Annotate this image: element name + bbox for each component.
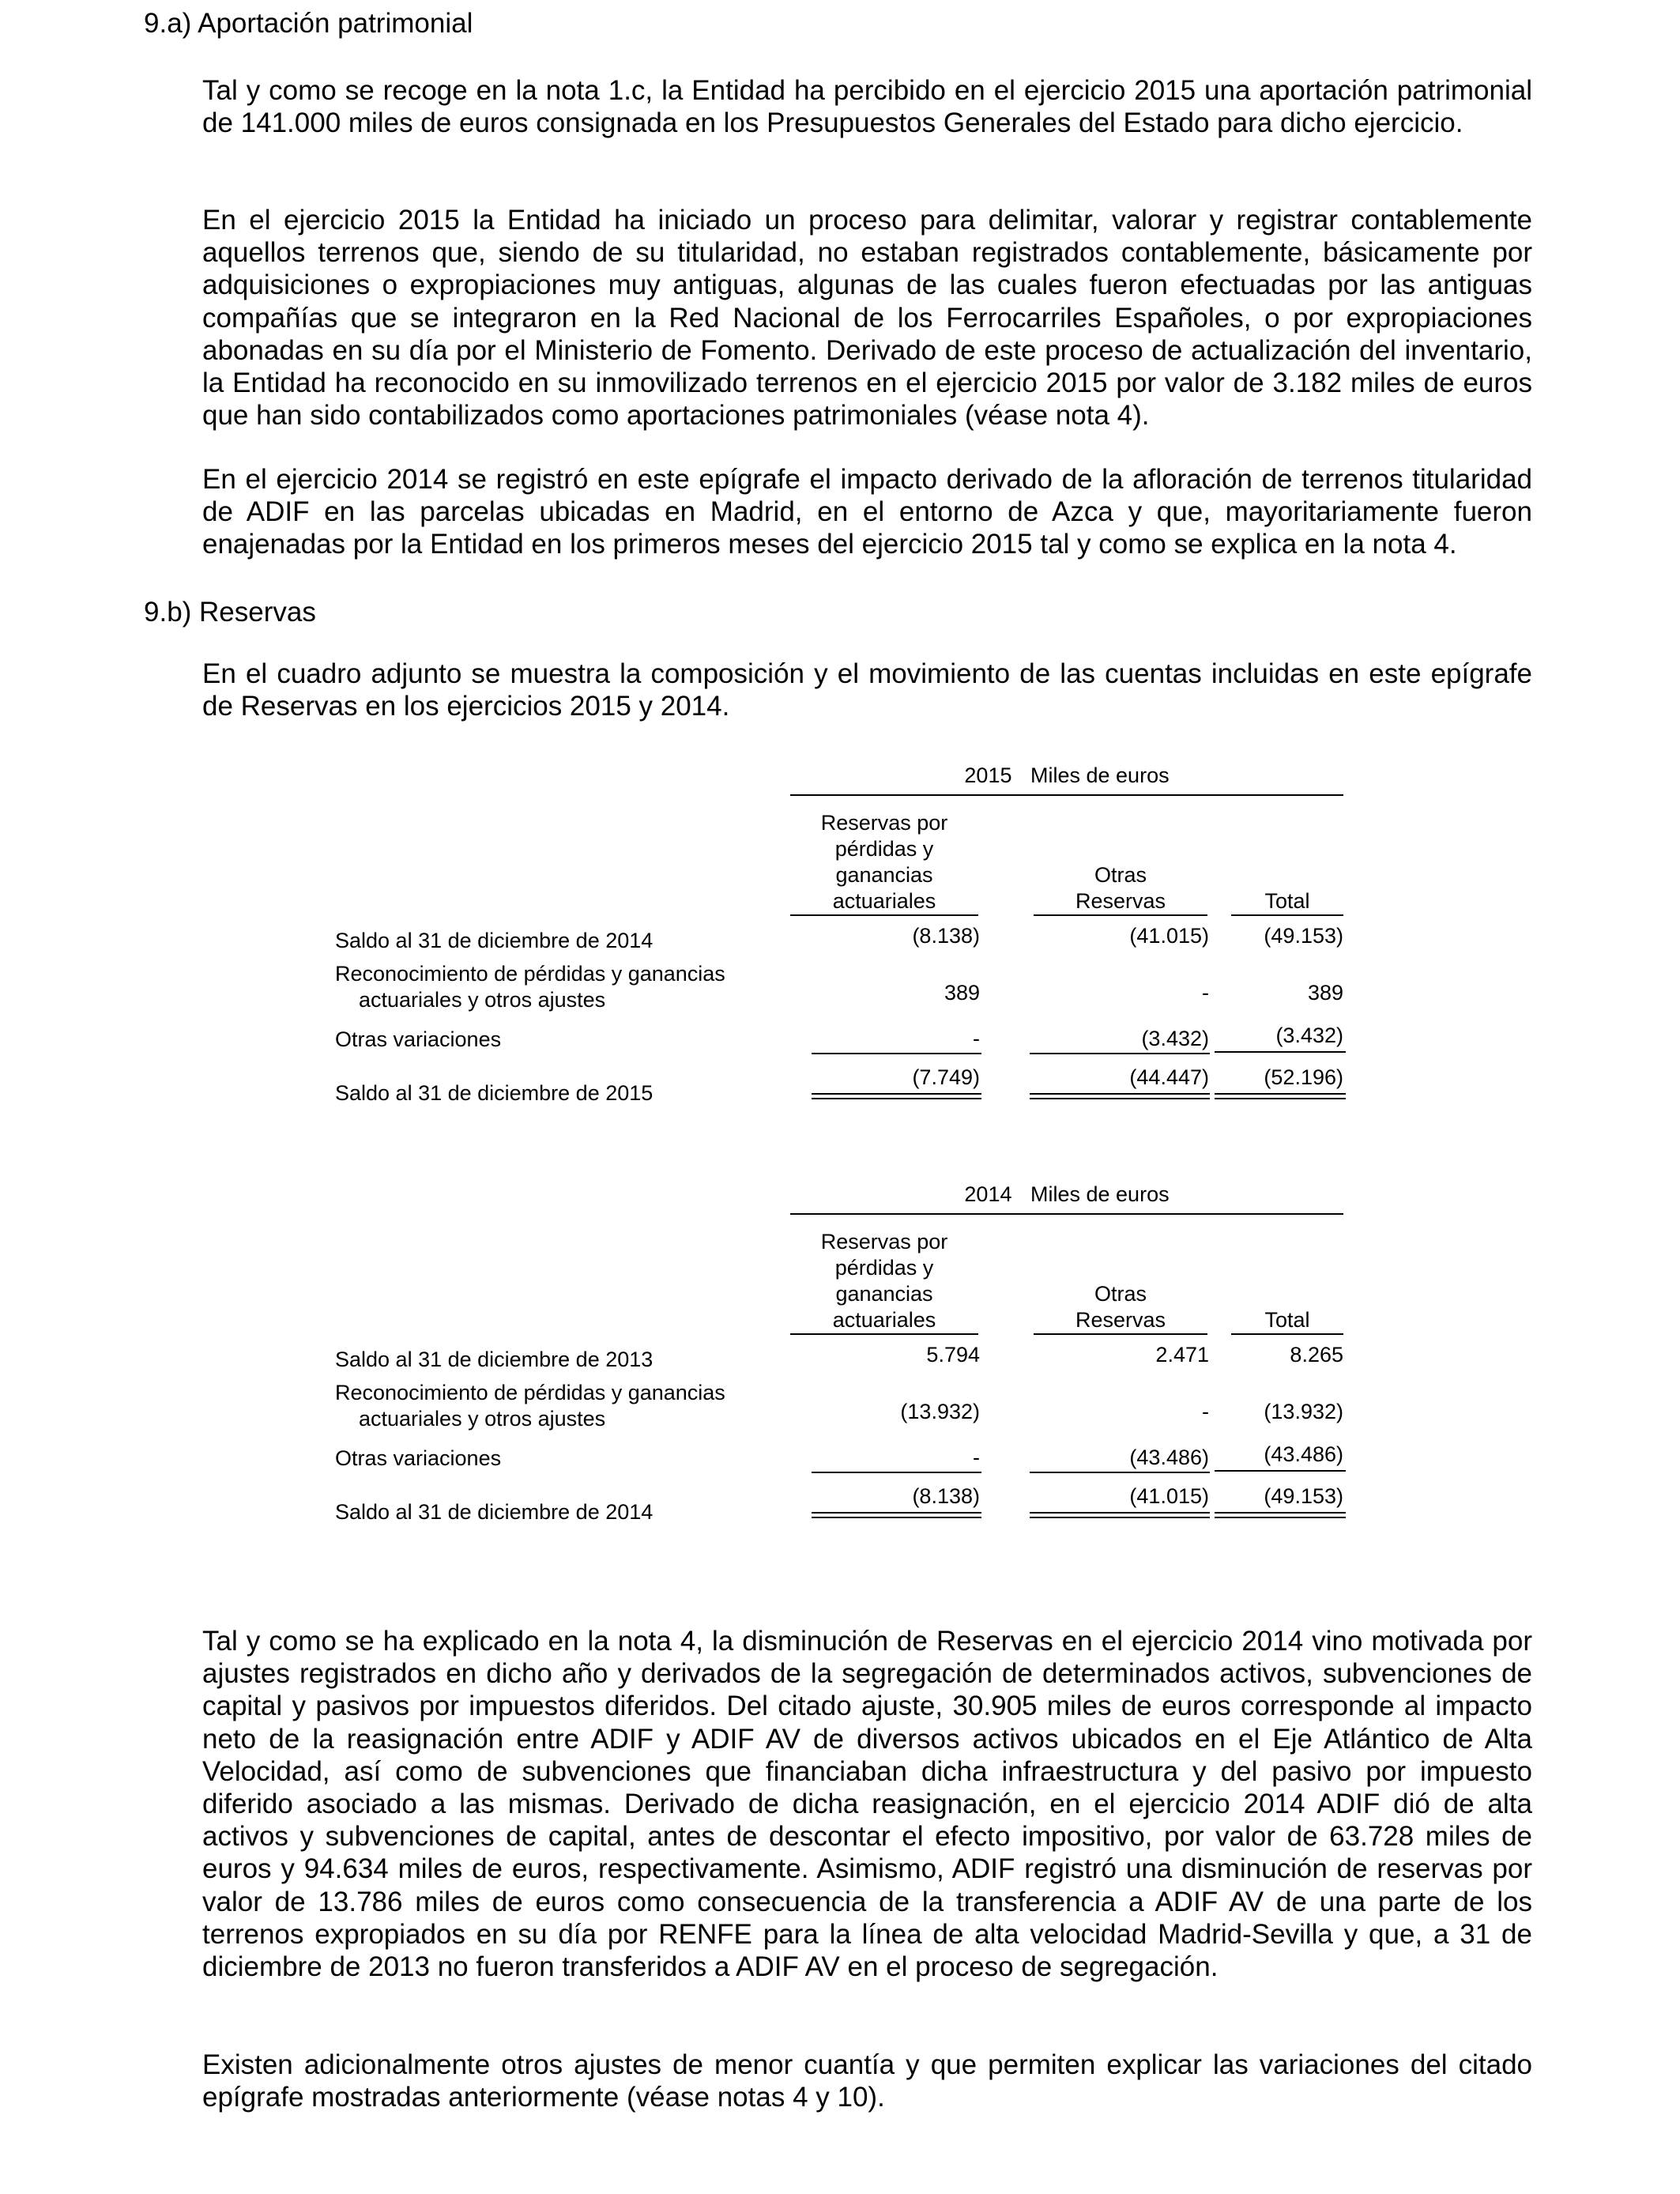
table-row-label: Saldo al 31 de diciembre de 2014 — [335, 929, 654, 952]
table-cell: - — [1202, 1400, 1209, 1423]
subtotal-rule — [1030, 1053, 1210, 1054]
section-b-heading: 9.b) Reservas — [144, 597, 316, 628]
table-header-year — [790, 763, 1343, 796]
table-cell: (49.153) — [1264, 924, 1343, 948]
section-a-paragraph-3: En el ejercicio 2014 se registró en este epígrafe el impacto derivado de la afloración de terrenos titularidad de ADIF en las parcelas ubicadas en Madrid, en el entorno de Azca y que, mayoritariamente fueron enajenadas por la Entidad en los primeros meses del ejercicio 2015 tal y como se explica en la nota 4. — [202, 464, 1532, 560]
table-cell: (41.015) — [1129, 924, 1209, 948]
table-cell: 2.471 — [1155, 1343, 1209, 1367]
column-header-total: Total — [1231, 1307, 1343, 1335]
table-unit: Miles de euros — [1030, 763, 1170, 787]
table-row-label: Saldo al 31 de diciembre de 2015 — [335, 1081, 654, 1105]
table-unit: Miles de euros — [1030, 1182, 1170, 1206]
table-row-label: Reconocimiento de pérdidas y ganancias actuariales y otros ajustes — [335, 962, 725, 1012]
table-cell: (43.486) — [1264, 1442, 1343, 1466]
reserves-table-2014 — [332, 1182, 1343, 1529]
table-cell: (3.432) — [1275, 1023, 1343, 1047]
table-cell: - — [973, 1446, 980, 1469]
section-b-intro: En el cuadro adjunto se muestra la composición y el movimiento de las cuentas incluidas en este epígrafe de Reservas en los ejercicios 2015 y 2014. — [202, 658, 1532, 722]
table-cell: 389 — [944, 981, 980, 1005]
subtotal-rule — [1215, 1470, 1346, 1472]
subtotal-rule — [812, 1053, 981, 1054]
table-cell: (13.932) — [900, 1400, 980, 1423]
total-double-rule — [1030, 1093, 1210, 1099]
table-cell: (41.015) — [1129, 1484, 1209, 1508]
table-cell: (43.486) — [1129, 1446, 1209, 1469]
table-year: 2014 — [964, 1182, 1012, 1206]
total-double-rule — [1030, 1512, 1210, 1518]
closing-paragraph-1: Tal y como se ha explicado en la nota 4, la disminución de Reservas en el ejercicio 2014 vino motivada por ajustes registrados en dicho año y derivados de la segregación de determinados activos, subvenciones de capital y pasivos por impuestos diferidos. Del citado ajuste, 30.905 miles de euros corresponde al impacto neto de la reasignación entre ADIF y ADIF AV de diversos activos ubicados en el Eje Atlántico de Alta Velocidad, así como de subvenciones que financiaban dicha infraestructura y del pasivo por impuesto diferido asociado a las mismas. Derivado de dicha reasignación, en el ejercicio 2014 ADIF dió de alta activos y subvenciones de capital, antes de descontar el efecto impositivo, por valor de 63.728 miles de euros y 94.634 miles de euros, respectivamente. Asimismo, ADIF registró una disminución de reservas por valor de 13.786 miles de euros como consecuencia de la transferencia a ADIF AV de una parte de los terrenos expropiados en su día por RENFE para la línea de alta velocidad Madrid-Sevilla y que, a 31 de diciembre de 2013 no fueron transferidos a ADIF AV en el proceso de segregación. — [202, 1626, 1532, 1983]
section-a-heading: 9.a) Aportación patrimonial — [144, 8, 473, 39]
table-row-label: Otras variaciones — [335, 1446, 502, 1470]
total-double-rule — [812, 1093, 981, 1099]
column-header-other-reserves: Otras Reservas — [1034, 1281, 1207, 1335]
table-cell: (49.153) — [1264, 1484, 1343, 1508]
table-header-year — [790, 1182, 1343, 1215]
table-row-label: Saldo al 31 de diciembre de 2014 — [335, 1500, 654, 1524]
table-cell: - — [973, 1027, 980, 1050]
closing-paragraph-2: Existen adicionalmente otros ajustes de menor cuantía y que permiten explicar las variaciones del citado epígrafe mostradas anteriormente (véase notas 4 y 10). — [202, 2049, 1532, 2113]
column-header-other-reserves: Otras Reservas — [1034, 862, 1207, 916]
table-cell: - — [1202, 981, 1209, 1005]
total-double-rule — [1215, 1093, 1346, 1099]
total-double-rule — [1215, 1512, 1346, 1518]
table-cell: 5.794 — [926, 1343, 980, 1367]
table-cell: (7.749) — [912, 1065, 980, 1089]
column-header-total: Total — [1231, 888, 1343, 916]
table-cell: (44.447) — [1129, 1065, 1209, 1089]
table-cell: 8.265 — [1290, 1343, 1343, 1367]
total-double-rule — [812, 1512, 981, 1518]
section-a-paragraph-1: Tal y como se recoge en la nota 1.c, la Entidad ha percibido en el ejercicio 2015 una aportación patrimonial de 141.000 miles de euros consignada en los Presupuestos Generales del Estado para dicho ejercicio. — [202, 75, 1532, 139]
column-header-actuarial-reserves: Reservas por pérdidas y ganancias actuariales — [790, 1229, 978, 1335]
table-row-label: Otras variaciones — [335, 1027, 502, 1051]
table-cell: (8.138) — [912, 924, 980, 948]
table-cell: 389 — [1307, 981, 1343, 1005]
subtotal-rule — [1030, 1472, 1210, 1473]
table-row-label: Saldo al 31 de diciembre de 2013 — [335, 1348, 654, 1371]
table-year: 2015 — [964, 763, 1012, 787]
reserves-table-2015 — [332, 763, 1343, 1110]
table-cell: (3.432) — [1141, 1027, 1209, 1050]
subtotal-rule — [812, 1472, 981, 1473]
subtotal-rule — [1215, 1051, 1346, 1053]
table-row-label: Reconocimiento de pérdidas y ganancias actuariales y otros ajustes — [335, 1381, 725, 1431]
table-cell: (52.196) — [1264, 1065, 1343, 1089]
table-cell: (8.138) — [912, 1484, 980, 1508]
section-a-paragraph-2: En el ejercicio 2015 la Entidad ha iniciado un proceso para delimitar, valorar y registrar contablemente aquellos terrenos que, siendo de su titularidad, no estaban registrados contablemente, básicamente por adquisiciones o expropiaciones muy antiguas, algunas de las cuales fueron efectuadas por las antiguas compañías que se integraron en la Red Nacional de los Ferrocarriles Españoles, o por expropiaciones abonadas en su día por el Ministerio de Fomento. Derivado de este proceso de actualización del inventario, la Entidad ha reconocido en su inmovilizado terrenos en el ejercicio 2015 por valor de 3.182 miles de euros que han sido contabilizados como aportaciones patrimoniales (véase nota 4). — [202, 205, 1532, 432]
column-header-actuarial-reserves: Reservas por pérdidas y ganancias actuariales — [790, 810, 978, 916]
table-cell: (13.932) — [1264, 1400, 1343, 1423]
